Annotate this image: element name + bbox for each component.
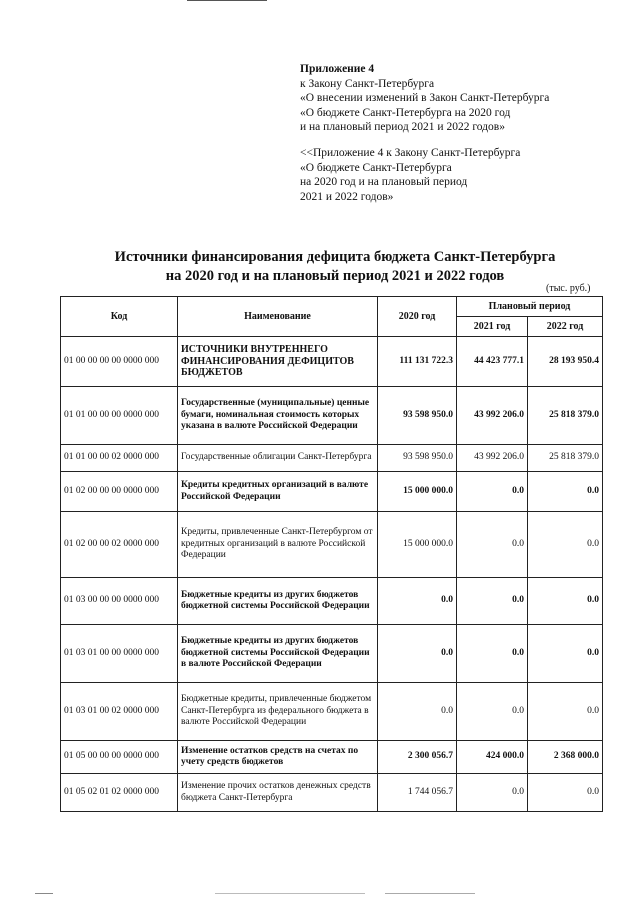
scan-artifact [385, 893, 475, 894]
row-name: Бюджетные кредиты, привлеченные бюджетом Санкт-Петербурга из федерального бюджета в валюте Российской Федерации [178, 683, 378, 741]
row-2022: 0.0 [528, 774, 603, 812]
row-2021: 43 992 206.0 [457, 445, 528, 472]
row-2020: 111 131 722.3 [378, 337, 457, 387]
row-name: Изменение прочих остатков денежных средств бюджета Санкт-Петербурга [178, 774, 378, 812]
appendix-line: «О бюджете Санкт-Петербурга на 2020 год [300, 106, 511, 119]
table-header-row [61, 297, 603, 317]
row-code: 01 03 00 00 00 0000 000 [61, 578, 178, 625]
row-name: Бюджетные кредиты из других бюджетов бюджетной системы Российской Федерации [178, 578, 378, 625]
row-2022: 0.0 [528, 683, 603, 741]
row-name: Государственные (муниципальные) ценные бумаги, номинальная стоимость которых указана в валюте Российской Федерации [178, 387, 378, 445]
scan-artifact [35, 893, 53, 894]
row-2020: 15 000 000.0 [378, 512, 457, 578]
header-2021: 2021 год [457, 317, 528, 337]
row-2020: 0.0 [378, 625, 457, 683]
row-name: Изменение остатков средств на счетах по учету средств бюджетов [178, 741, 378, 774]
row-2021: 43 992 206.0 [457, 387, 528, 445]
table-row [61, 683, 603, 741]
row-2021: 44 423 777.1 [457, 337, 528, 387]
table-row [61, 774, 603, 812]
row-2021: 0.0 [457, 578, 528, 625]
row-2022: 0.0 [528, 512, 603, 578]
budget-table [60, 296, 603, 812]
unit-label: (тыс. руб.) [546, 283, 591, 294]
row-code: 01 03 01 00 00 0000 000 [61, 625, 178, 683]
appendix-line: к Закону Санкт-Петербурга [300, 77, 435, 90]
row-name: Государственные облигации Санкт-Петербурга [178, 445, 378, 472]
row-2021: 0.0 [457, 625, 528, 683]
table-row [61, 512, 603, 578]
table-row [61, 625, 603, 683]
header-2022: 2022 год [528, 317, 603, 337]
row-2021: 424 000.0 [457, 741, 528, 774]
title-line-2: на 2020 год и на плановый период 2021 и 2022 годов [165, 268, 505, 284]
header-name: Наименование [178, 297, 378, 337]
row-2020: 1 744 056.7 [378, 774, 457, 812]
previous-line: <<Приложение 4 к Закону Санкт-Петербурга [300, 147, 521, 159]
header-2020: 2020 год [378, 297, 457, 337]
row-code: 01 05 00 00 00 0000 000 [61, 741, 178, 774]
table-row [61, 741, 603, 774]
table-row [61, 387, 603, 445]
row-2020: 15 000 000.0 [378, 472, 457, 512]
row-2020: 0.0 [378, 578, 457, 625]
row-code: 01 05 02 01 02 0000 000 [61, 774, 178, 812]
row-name: Кредиты, привлеченные Санкт-Петербургом от кредитных организаций в валюте Российской Федерации [178, 512, 378, 578]
row-2021: 0.0 [457, 774, 528, 812]
table-row [61, 472, 603, 512]
table-row [61, 337, 603, 387]
row-2022: 25 818 379.0 [528, 445, 603, 472]
table-row [61, 445, 603, 472]
row-2022: 0.0 [528, 625, 603, 683]
row-2022: 0.0 [528, 472, 603, 512]
title-line-1: Источники финансирования дефицита бюджета Санкт-Петербурга [114, 249, 556, 265]
row-2022: 25 818 379.0 [528, 387, 603, 445]
header-planned-period: Плановый период [457, 297, 603, 317]
header-code: Код [61, 297, 178, 337]
row-2021: 0.0 [457, 683, 528, 741]
previous-line: 2021 и 2022 годов» [300, 190, 394, 203]
appendix-heading: Приложение 4 [300, 63, 375, 75]
row-2022: 0.0 [528, 578, 603, 625]
previous-line: на 2020 год и на плановый период [300, 176, 468, 188]
row-2021: 0.0 [457, 512, 528, 578]
row-2022: 2 368 000.0 [528, 741, 603, 774]
row-code: 01 01 00 00 02 0000 000 [61, 445, 178, 472]
appendix-line: «О внесении изменений в Закон Санкт-Петербурга [300, 92, 550, 104]
table-row [61, 578, 603, 625]
appendix-reference [300, 62, 549, 135]
row-2021: 0.0 [457, 472, 528, 512]
scan-artifact [215, 893, 365, 894]
row-code: 01 02 00 00 02 0000 000 [61, 512, 178, 578]
document-title [100, 248, 570, 286]
row-name: Кредиты кредитных организаций в валюте Российской Федерации [178, 472, 378, 512]
row-2020: 93 598 950.0 [378, 445, 457, 472]
previous-appendix-reference [300, 146, 520, 204]
row-2022: 28 193 950.4 [528, 337, 603, 387]
row-name: ИСТОЧНИКИ ВНУТРЕННЕГО ФИНАНСИРОВАНИЯ ДЕФИЦИТОВ БЮДЖЕТОВ [178, 337, 378, 387]
row-code: 01 03 01 00 02 0000 000 [61, 683, 178, 741]
row-2020: 2 300 056.7 [378, 741, 457, 774]
row-2020: 93 598 950.0 [378, 387, 457, 445]
row-name: Бюджетные кредиты из других бюджетов бюджетной системы Российской Федерации в валюте Российской Федерации [178, 625, 378, 683]
top-rule [187, 0, 267, 1]
appendix-line: и на плановый период 2021 и 2022 годов» [300, 121, 505, 133]
row-2020: 0.0 [378, 683, 457, 741]
row-code: 01 01 00 00 00 0000 000 [61, 387, 178, 445]
row-code: 01 00 00 00 00 0000 000 [61, 337, 178, 387]
previous-line: «О бюджете Санкт-Петербурга [300, 161, 452, 174]
row-code: 01 02 00 00 00 0000 000 [61, 472, 178, 512]
